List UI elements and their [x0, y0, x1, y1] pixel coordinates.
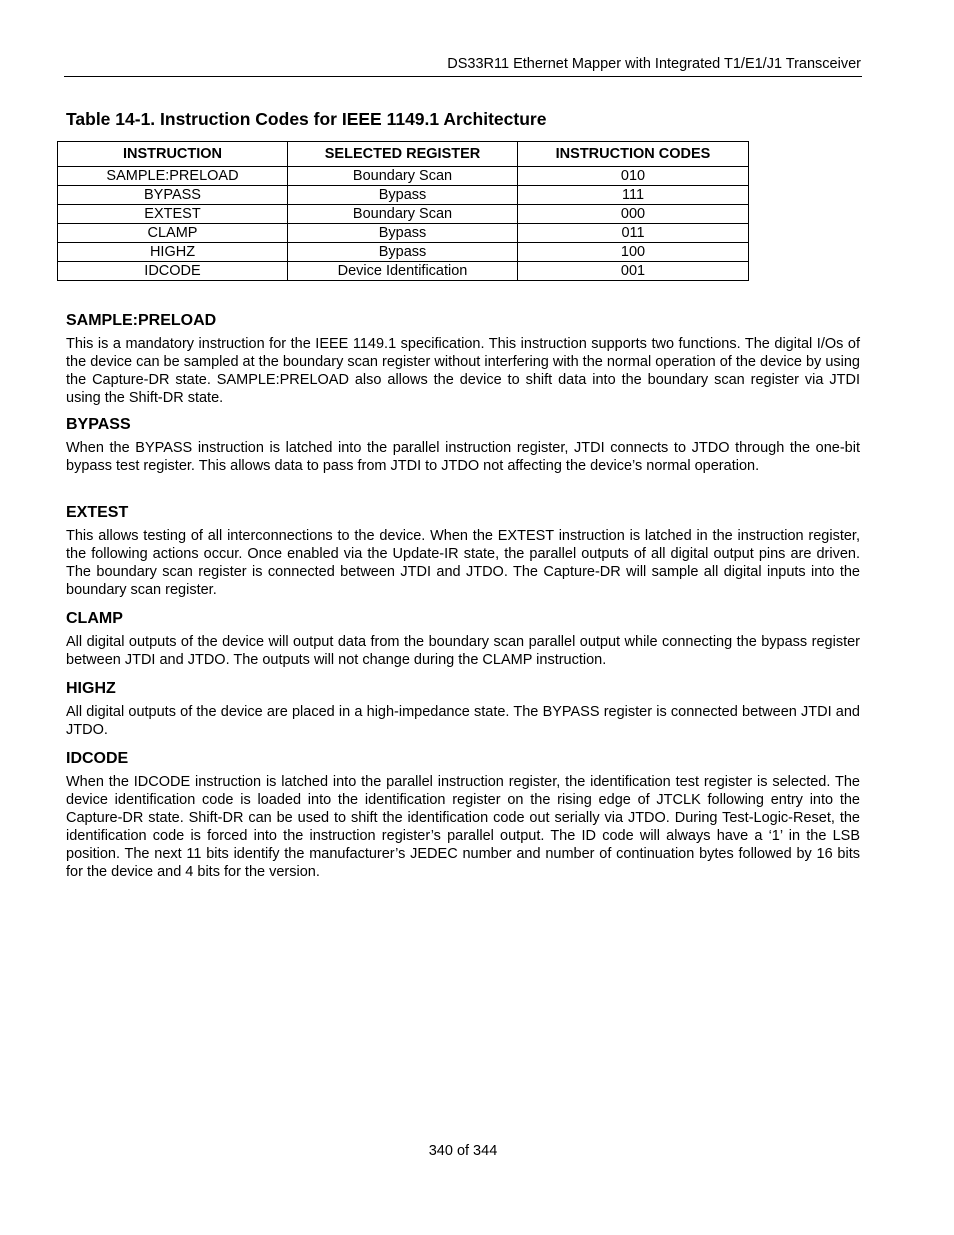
- document-title: DS33R11 Ethernet Mapper with Integrated T1/E1/J1 Transceiver: [447, 56, 861, 72]
- code-cell: 011: [518, 224, 749, 243]
- section-extest: [66, 503, 860, 599]
- table-row: [58, 243, 749, 262]
- register-cell: Bypass: [288, 224, 518, 243]
- table-row: [58, 205, 749, 224]
- code-cell: 010: [518, 167, 749, 186]
- register-cell: Boundary Scan: [288, 167, 518, 186]
- section-heading: CLAMP: [66, 610, 123, 627]
- column-header-instruction: INSTRUCTION: [58, 142, 288, 167]
- instruction-cell: SAMPLE:PRELOAD: [58, 167, 288, 186]
- register-cell: Boundary Scan: [288, 205, 518, 224]
- instruction-cell: EXTEST: [58, 205, 288, 224]
- code-cell: 000: [518, 205, 749, 224]
- section-body: All digital outputs of the device will output data from the boundary scan parallel output while connecting the bypass register between JTDI and JTDO. The outputs will not change during the CLAMP instruction.: [66, 634, 860, 668]
- section-body: All digital outputs of the device are placed in a high-impedance state. The BYPASS register is connected between JTDI and JTDO.: [66, 704, 860, 738]
- section-body: This allows testing of all interconnections to the device. When the EXTEST instruction is latched in the instruction register, the following actions occur. Once enabled via the Update-IR state, the parallel outputs of all digital output pins are driven. The boundary scan register is connected between JTDI and JTDO. The Capture-DR will sample all digital inputs into the boundary scan register.: [66, 528, 860, 598]
- section-body: This is a mandatory instruction for the IEEE 1149.1 specification. This instruction supports two functions. The digital I/Os of the device can be sampled at the boundary scan register without interfering with the normal operation of the device by using the Capture-DR state. SAMPLE:PRELOAD also allows the device to shift data into the boundary scan register via JTDI using the Shift-DR state.: [66, 336, 860, 406]
- register-cell: Bypass: [288, 186, 518, 205]
- section-heading: SAMPLE:PRELOAD: [66, 312, 217, 329]
- page-number: 340 of 344: [428, 1143, 498, 1159]
- section-body: When the IDCODE instruction is latched into the parallel instruction register, the identification test register is selected. The device identification code is loaded into the identification register on the rising edge of JTCLK following entry into the Capture-DR state. Shift-DR can be used to shift the identification code out serially via JTDO. During Test-Logic-Reset, the identification code is forced into the instruction register’s parallel output. The ID code will always have a ‘1’ in the LSB position. The next 11 bits identify the manufacturer’s JEDEC number and number of continuation bytes followed by 16 bits for the device and 4 bits for the version.: [66, 774, 860, 880]
- section-heading: BYPASS: [66, 416, 131, 433]
- table-title: Table 14-1. Instruction Codes for IEEE 1149.1 Architecture: [66, 109, 547, 129]
- section-body: When the BYPASS instruction is latched into the parallel instruction register, JTDI connects to JTDO through the one-bit bypass test register. This allows data to pass from JTDI to JTDO not affecting the device’s normal operation.: [66, 440, 860, 474]
- table-header-row: [58, 142, 749, 167]
- section-bypass: [66, 415, 860, 475]
- column-header-selected-register: SELECTED REGISTER: [288, 142, 518, 167]
- instruction-codes-table: [57, 141, 749, 281]
- table-row: [58, 224, 749, 243]
- section-clamp: [66, 609, 860, 669]
- instruction-cell: BYPASS: [58, 186, 288, 205]
- code-cell: 111: [518, 186, 749, 205]
- section-heading: HIGHZ: [66, 680, 116, 697]
- table-row: [58, 186, 749, 205]
- section-highz: [66, 679, 860, 739]
- section-sample-preload: [66, 311, 860, 407]
- code-cell: 100: [518, 243, 749, 262]
- column-header-instruction-codes: INSTRUCTION CODES: [518, 142, 749, 167]
- code-cell: 001: [518, 262, 749, 281]
- header-divider: [64, 76, 862, 77]
- instruction-cell: IDCODE: [58, 262, 288, 281]
- section-heading: IDCODE: [66, 750, 129, 767]
- table-row: [58, 262, 749, 281]
- instruction-cell: HIGHZ: [58, 243, 288, 262]
- table-row: [58, 167, 749, 186]
- section-heading: EXTEST: [66, 504, 129, 521]
- section-idcode: [66, 749, 860, 881]
- register-cell: Device Identification: [288, 262, 518, 281]
- register-cell: Bypass: [288, 243, 518, 262]
- instruction-cell: CLAMP: [58, 224, 288, 243]
